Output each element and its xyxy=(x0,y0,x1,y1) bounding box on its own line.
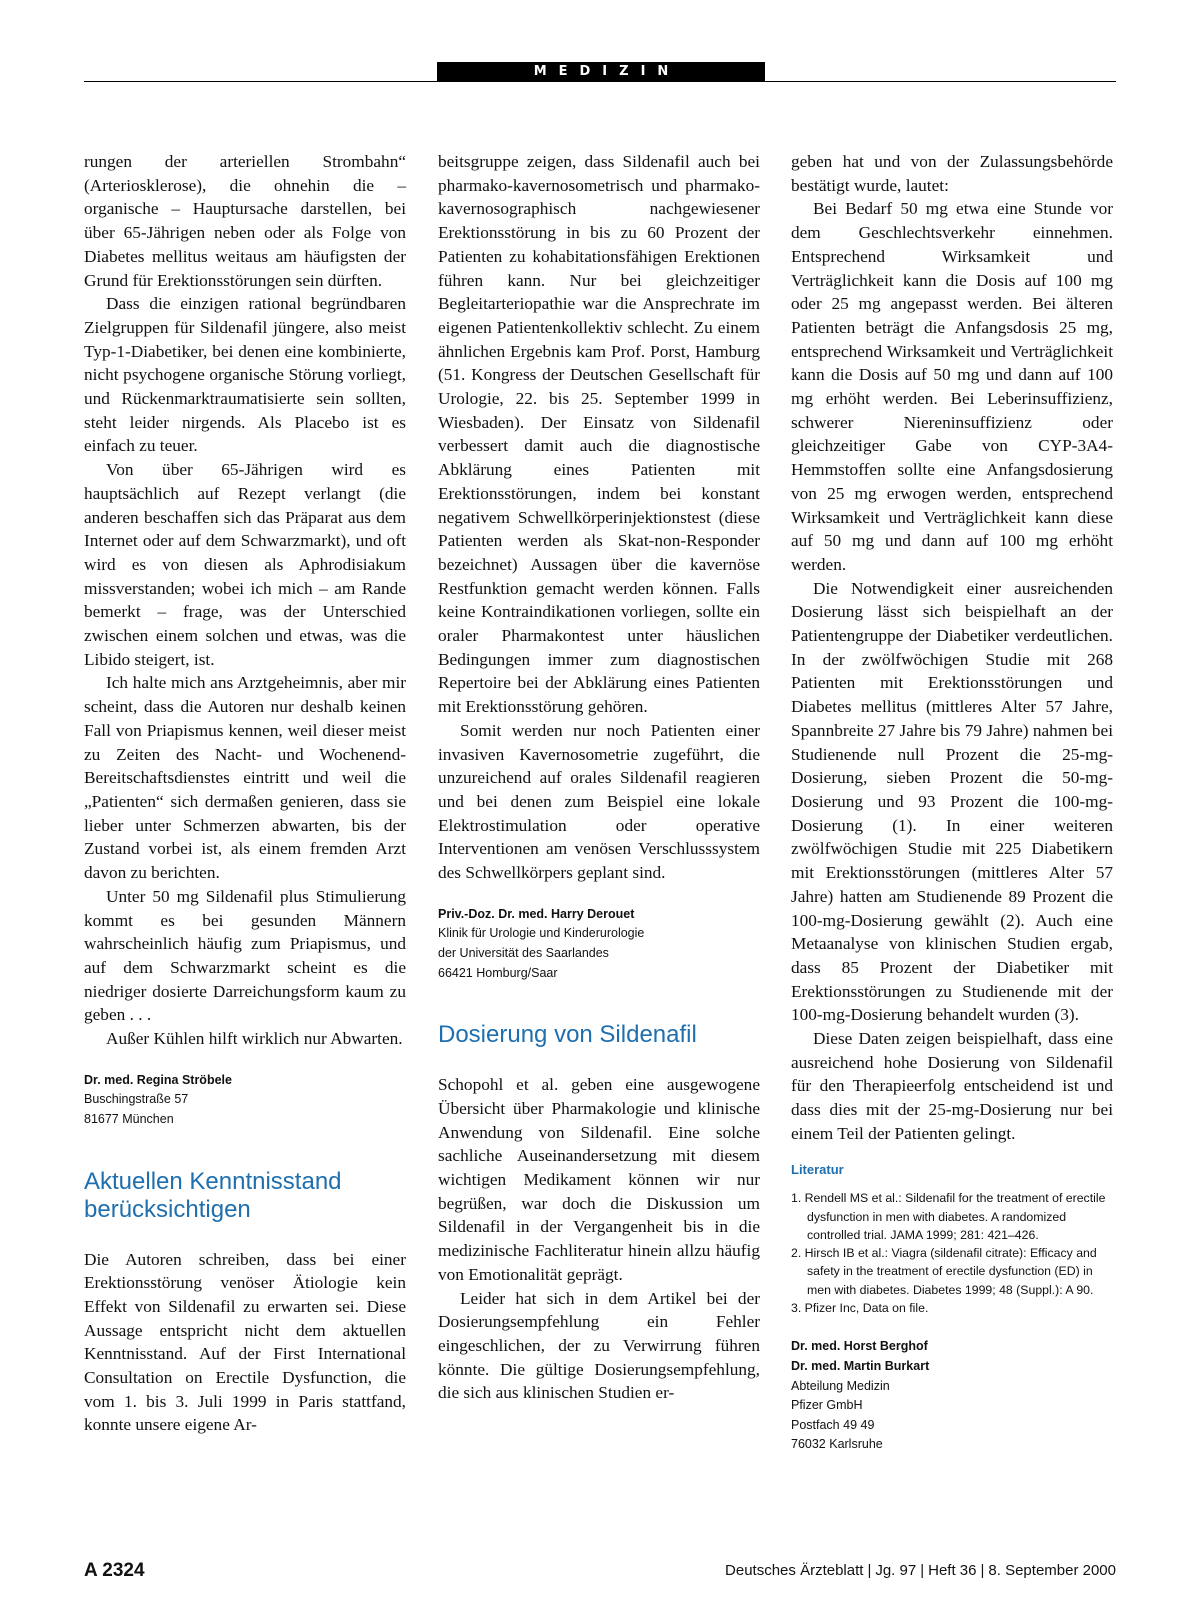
header-rule xyxy=(84,81,1116,82)
author-name: Dr. med. Martin Burkart xyxy=(791,1358,930,1373)
paragraph: Die Autoren schreiben, dass bei einer Erektionsstörung venöser Ätiologie kein Effekt von Sildenafil zu erwarten sei. Diese Aussage entspricht nicht dem aktuellen Kenntnisstand. Auf der First International Consultation on Erectile Dysfunction, die vom 1. bis 3. Juli 1999 in Paris stattfand, konnte unsere eigene Ar- xyxy=(84,1249,406,1435)
author-name: Priv.-Doz. Dr. med. Harry Derouet xyxy=(438,906,635,921)
author-signature xyxy=(438,905,760,983)
section-label: MEDIZIN xyxy=(437,62,765,82)
journal-issue: Heft 36 xyxy=(928,1562,977,1579)
article-heading: Dosierung von Sildenafil xyxy=(438,1021,697,1049)
reference-item: 3. Pfizer Inc, Data on file. xyxy=(791,1301,929,1316)
author-address-street: Buschingstraße 57 xyxy=(84,1092,189,1107)
column-3 xyxy=(791,150,1113,1455)
paragraph: geben hat und von der Zulassungsbehörde bestätigt wurde, lautet: xyxy=(791,152,1113,195)
paragraph: Dass die einzigen rational begründbaren Zielgruppen für Sildenafil jüngere, also meist Typ-1-Diabetiker, bei denen eine kombinierte, nicht psychogene organische Störung vorliegt, und Rückenmarktraumatisierte sein sollten, steht leider nirgends. Als Placebo ist es einfach zu teuer. xyxy=(84,294,406,456)
paragraph: Ich halte mich ans Arztgeheimnis, aber mir scheint, dass die Autoren nur deshalb keinen Fall von Priapismus kennen, weil dieser meist zu Zeiten des Nacht- und Wochenend-Bereitschaftsdienstes eintritt und weil die „Patienten“ sich dermaßen genieren, dass sie lieber unter Schmerzen abwarten, bis der Zustand vorbei ist, als einem fremden Arzt davon zu berichten. xyxy=(84,673,406,883)
paragraph: Somit werden nur noch Patienten einer invasiven Kavernosometrie zugeführt, die unzureichend auf orales Sildenafil reagieren und bei denen zum Beispiel eine lokale Elektrostimulation oder operative Interventionen am venösen Verschlusssystem des Schwellkörpers geplant sind. xyxy=(438,720,760,883)
separator: | xyxy=(920,1562,925,1579)
paragraph: beitsgruppe zeigen, dass Sildenafil auch bei pharmako-kavernosometrisch und pharmako-kavernosographisch nachgewiesener Erektionsstörung in bis zu 60 Prozent der Patienten zu kohabitationsfähigen Erektionen führen kann. Nur bei gleichzeitiger Begleitarteriopathie war die Ansprechrate im eigenen Patientenkollektiv schlecht. Zu einem ähnlichen Ergebnis kam Prof. Porst, Hamburg (51. Kongress der Deutschen Gesellschaft für Urologie, 22. bis 25. September 1999 in Wiesbaden). Der Einsatz von Sildenafil verbessert damit auch die diagnostische Abklärung eines Patienten mit Erektionsstörungen, indem bei konstant negativem Schwellkörperinjektionstest (diese Patienten werden als Skat-non-Responder bezeichnet) Aussagen über die kavernöse Restfunktion gemacht werden können. Falls keine Kontraindikationen vorliegen, sollte ein oraler Pharmakontest unter häuslichen Bedingungen immer zum diagnostischen Repertoire bei der Abklärung eines Patienten mit Erektionsstörung gehören. xyxy=(438,152,760,717)
reference-list xyxy=(791,1189,1113,1317)
separator: | xyxy=(980,1562,985,1579)
author-affiliation: Pfizer GmbH xyxy=(791,1398,863,1413)
article-heading: Aktuellen Kenntnisstand berücksichtigen xyxy=(84,1167,342,1223)
paragraph: Leider hat sich in dem Artikel bei der Dosierungsempfehlung ein Fehler eingeschlichen, der zu Verwirrung führen könnte. Die gültige Dosierungsempfehlung, die sich aus klinischen Studien er- xyxy=(438,1288,760,1403)
paragraph: Außer Kühlen hilft wirklich nur Abwarten. xyxy=(106,1029,403,1049)
footer-journal-info xyxy=(725,1562,1116,1579)
author-signature xyxy=(84,1071,406,1130)
paragraph: Schopohl et al. geben eine ausgewogene Übersicht über Pharmakologie und klinische Anwendung von Sildenafil. Eine solche sachliche Auseinandersetzung mit diesem wichtigen Medikament können wir nur begrüßen, war doch die Diskussion um Sildenafil in der Vergangenheit bis in die medizinische Fachliteratur hinein allzu häufig von Emotionalität geprägt. xyxy=(438,1075,760,1284)
paragraph: Von über 65-Jährigen wird es hauptsächlich auf Rezept verlangt (die anderen beschaffen sich das Präparat aus dem Internet oder auf dem Schwarzmarkt), und oft wird es von diesen als Aphrodisiakum missverstanden; wobei ich mich – am Rande bemerkt – frage, was der Unterschied zwischen einem solchen und etwas, was die Libido steigert, ist. xyxy=(84,460,406,669)
author-address-city: 76032 Karlsruhe xyxy=(791,1437,883,1452)
author-signature xyxy=(791,1337,1113,1455)
column-1 xyxy=(84,150,406,1437)
author-address-postbox: Postfach 49 49 xyxy=(791,1417,875,1432)
paragraph: Diese Daten zeigen beispielhaft, dass eine ausreichend hohe Dosierung von Sildenafil für den Therapieerfolg entscheidend ist und dass dies mit der 25-mg-Dosierung nur bei einem Teil der Patienten gelingt. xyxy=(791,1029,1113,1143)
author-affiliation: Klinik für Urologie und Kinderurologie xyxy=(438,926,645,941)
separator: | xyxy=(867,1562,872,1579)
paragraph: Die Notwendigkeit einer ausreichenden Dosierung lässt sich beispielhaft an der Patientengruppe der Diabetiker verdeutlichen. In der zwölfwöchigen Studie mit 268 Patienten mit Erektionsstörungen und Diabetes mellitus (mittleres Alter 57 Jahre, Spannbreite 27 Jahre bis 79 Jahre) nahmen bei Studienende null Prozent die 25-mg-Dosierung, sieben Prozent die 50-mg-Dosierung und 93 Prozent die 100-mg-Dosierung (1). In einer weiteren zwölfwöchigen Studie mit 225 Diabetikern mit Erektionsstörungen (mittleres Alter 57 Jahre) hatten am Studienende 89 Prozent die 100-mg-Dosierung gewählt (2). Auch eine Metaanalyse von klinischen Studien ergab, dass 85 Prozent der Diabetiker mit Erektionsstörungen zu Studienende mit der 100-mg-Dosierung behandelt wurden (3). xyxy=(791,578,1114,1025)
author-name: Dr. med. Horst Berghof xyxy=(791,1339,928,1354)
author-address-city: 81677 München xyxy=(84,1111,174,1126)
reference-item: 2. Hirsch IB et al.: Viagra (sildenafil citrate): Efficacy and safety in the treatment of erectile dysfunction (ED) in men with diabetes. Diabetes 1999; 48 (Suppl.): A 90. xyxy=(791,1246,1097,1297)
journal-date: 8. September 2000 xyxy=(988,1562,1116,1579)
paragraph: Unter 50 mg Sildenafil plus Stimulierung kommt es bei gesunden Männern wahrscheinlich häufig zum Priapismus, und auf dem Schwarzmarkt scheint es die niedriger dosierte Darreichungsform kaum zu geben . . . xyxy=(84,886,406,1025)
reference-item: 1. Rendell MS et al.: Sildenafil for the treatment of erectile dysfunction in men with diabetes. A randomized controlled trial. JAMA 1999; 281: 421–426. xyxy=(791,1191,1106,1242)
page-number: A 2324 xyxy=(84,1560,145,1581)
paragraph: rungen der arteriellen Strombahn“ (Arteriosklerose), die ohnehin die – organische – Hauptursache darstellen, bei über 65-Jährigen neben oder als Folge von Diabetes mellitus weitaus am häufigsten der Grund für Erektionsstörungen sein dürften. xyxy=(84,152,406,290)
column-2 xyxy=(438,150,760,1405)
journal-volume: Jg. 97 xyxy=(875,1562,917,1579)
paragraph: Bei Bedarf 50 mg etwa eine Stunde vor dem Geschlechtsverkehr einnehmen. Entsprechend Wirksamkeit und Verträglichkeit kann die Dosis auf 100 mg oder 25 mg angepasst werden. Bei älteren Patienten beträgt die Anfangsdosis 25 mg, entsprechend Wirksamkeit und Verträglichkeit kann die Dosis auf 50 mg und dann auf 100 mg erhöht werden. Bei Leberinsuffizienz, schwerer Niereninsuffizienz oder gleichzeitiger Gabe von CYP-3A4-Hemmstoffen sollte eine Anfangsdosierung von 25 mg erwogen werden, entsprechend Wirksamkeit und Verträglichkeit kann diese auf 50 mg und dann auf 100 mg erhöht werden. xyxy=(791,199,1113,574)
author-affiliation: der Universität des Saarlandes xyxy=(438,945,609,960)
author-affiliation: Abteilung Medizin xyxy=(791,1378,890,1393)
literature-heading: Literatur xyxy=(791,1161,844,1177)
journal-name: Deutsches Ärzteblatt xyxy=(725,1562,864,1579)
author-name: Dr. med. Regina Ströbele xyxy=(84,1072,232,1087)
author-address-city: 66421 Homburg/Saar xyxy=(438,965,558,980)
